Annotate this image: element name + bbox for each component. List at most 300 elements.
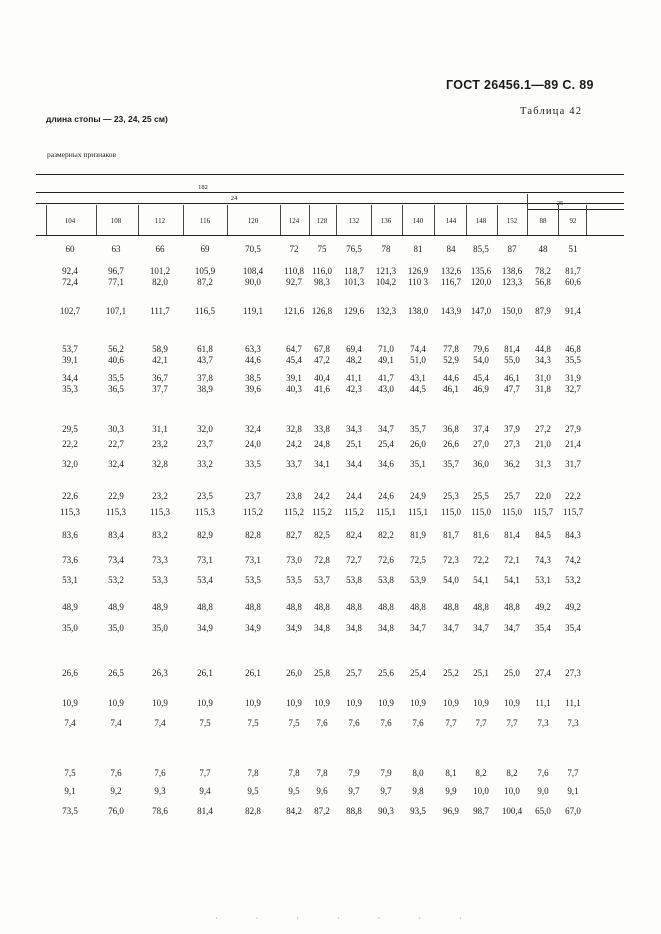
table-cell: 101,3 <box>343 277 365 287</box>
table-cell: 56,8 <box>535 277 551 287</box>
table-cell: 46,9 <box>473 384 489 394</box>
table-cell: 72,2 <box>473 555 489 565</box>
table-cell: 60 <box>65 244 75 254</box>
table-cell: 83,6 <box>62 530 78 540</box>
table-cell: 51 <box>568 244 578 254</box>
table-cell: 26,3 <box>152 668 168 678</box>
table-cell: 48,2 <box>346 355 362 365</box>
table-cell: 34,1 <box>314 459 330 469</box>
table-cell: 46,1 <box>443 384 459 394</box>
table-cell: 132,3 <box>375 306 397 316</box>
table-cell: 115,3 <box>106 507 126 517</box>
table-cell: 39,6 <box>245 384 261 394</box>
table-cell: 7,7 <box>567 768 579 778</box>
table-cell: 96,7 <box>108 266 124 276</box>
table-cell: 25,2 <box>443 668 459 678</box>
column-header: 116 <box>199 217 211 225</box>
table-cell: 34,8 <box>378 623 394 633</box>
table-cell: 37,9 <box>504 424 520 434</box>
table-cell: 39,1 <box>62 355 78 365</box>
table-cell: 27,9 <box>565 424 581 434</box>
table-cell: 69,4 <box>346 344 362 354</box>
table-cell: 43,7 <box>197 355 213 365</box>
table-cell: 7,9 <box>348 768 360 778</box>
table-cell: 7,4 <box>154 718 166 728</box>
table-cell: 37,8 <box>197 373 213 383</box>
table-cell: 115,0 <box>502 507 522 517</box>
table-cell: 84,2 <box>286 806 302 816</box>
table-cell: 88,8 <box>346 806 362 816</box>
table-cell: 87,2 <box>314 806 330 816</box>
table-cell: 34,8 <box>346 623 362 633</box>
table-cell: 121,6 <box>283 306 305 316</box>
table-cell: 81,7 <box>443 530 459 540</box>
table-cell: 9,7 <box>380 786 392 796</box>
table-cell: 7,4 <box>110 718 122 728</box>
table-cell: 10,9 <box>245 698 261 708</box>
table-cell: 53,4 <box>197 575 213 585</box>
table-cell: 47,7 <box>504 384 520 394</box>
table-cell: 10,9 <box>378 698 394 708</box>
table-cell: 72,8 <box>314 555 330 565</box>
table-cell: 67,0 <box>565 806 581 816</box>
table-cell: 35,5 <box>108 373 124 383</box>
table-cell: 92,7 <box>286 277 302 287</box>
table-cell: 116,5 <box>195 306 215 316</box>
table-cell: 23,7 <box>197 439 213 449</box>
table-cell: 48,8 <box>378 602 394 612</box>
table-cell: 72,3 <box>443 555 459 565</box>
table-cell: 115,3 <box>150 507 170 517</box>
table-cell: 8,2 <box>506 768 518 778</box>
table-cell: 43,0 <box>378 384 394 394</box>
table-cell: 72,4 <box>62 277 78 287</box>
table-cell: 7,5 <box>288 718 300 728</box>
table-cell: 61,8 <box>197 344 213 354</box>
table-cell: 115,3 <box>60 507 80 517</box>
table-cell: 9,1 <box>64 786 76 796</box>
table-cell: 42,1 <box>152 355 168 365</box>
table-cell: 34,7 <box>378 424 394 434</box>
column-group-caption: размерных признаков <box>47 150 117 159</box>
table-cell: 48,8 <box>473 602 489 612</box>
table-cell: 26,1 <box>245 668 261 678</box>
column-separator <box>183 205 184 235</box>
table-cell: 33,8 <box>314 424 330 434</box>
table-cell: 47,2 <box>314 355 330 365</box>
table-cell: 64,7 <box>286 344 302 354</box>
table-cell: 84,5 <box>535 530 551 540</box>
table-cell: 132,6 <box>440 266 462 276</box>
table-cell: 7,6 <box>348 718 360 728</box>
table-cell: 34,7 <box>473 623 489 633</box>
table-cell: 48,8 <box>346 602 362 612</box>
table-cell: 73,1 <box>197 555 213 565</box>
table-cell: 115,0 <box>441 507 461 517</box>
table-cell: 24,9 <box>410 491 426 501</box>
table-cell: 82,8 <box>245 530 261 540</box>
table-cell: 73,5 <box>62 806 78 816</box>
table-cell: 53,1 <box>535 575 551 585</box>
column-separator <box>336 205 337 235</box>
table-cell: 53,2 <box>565 575 581 585</box>
foot-25-label: 25 <box>556 200 564 207</box>
table-cell: 7,5 <box>64 768 76 778</box>
table-cell: 48,8 <box>443 602 459 612</box>
table-cell: 34,4 <box>62 373 78 383</box>
table-cell: 23,8 <box>286 491 302 501</box>
table-cell: 82,0 <box>152 277 168 287</box>
table-cell: 48,8 <box>410 602 426 612</box>
table-cell: 108,4 <box>242 266 264 276</box>
table-cell: 52,9 <box>443 355 459 365</box>
table-cell: 24,8 <box>314 439 330 449</box>
table-cell: 36,8 <box>443 424 459 434</box>
table-cell: 98,7 <box>473 806 489 816</box>
table-cell: 34,9 <box>197 623 213 633</box>
table-cell: 25,8 <box>314 668 330 678</box>
table-cell: 31,0 <box>535 373 551 383</box>
table-cell: 73,4 <box>108 555 124 565</box>
column-header: 144 <box>445 217 457 225</box>
table-cell: 24,2 <box>314 491 330 501</box>
table-cell: 34,7 <box>410 623 426 633</box>
table-cell: 110,8 <box>284 266 304 276</box>
table-cell: 31,9 <box>565 373 581 383</box>
column-separator <box>402 205 403 235</box>
table-cell: 40,3 <box>286 384 302 394</box>
table-cell: 7,6 <box>110 768 122 778</box>
table-cell: 44,5 <box>410 384 426 394</box>
table-cell: 73,1 <box>245 555 261 565</box>
table-cell: 36,2 <box>504 459 520 469</box>
table-cell: 22,6 <box>62 491 78 501</box>
table-cell: 53,1 <box>62 575 78 585</box>
table-cell: 81,4 <box>504 344 520 354</box>
table-cell: 79,6 <box>473 344 489 354</box>
table-cell: 53,8 <box>378 575 394 585</box>
table-cell: 74,2 <box>565 555 581 565</box>
table-cell: 27,4 <box>535 668 551 678</box>
table-cell: 10,9 <box>410 698 426 708</box>
table-cell: 66 <box>155 244 165 254</box>
column-separator <box>280 205 281 235</box>
table-cell: 36,5 <box>108 384 124 394</box>
table-cell: 32,8 <box>152 459 168 469</box>
table-cell: 143,9 <box>440 306 462 316</box>
table-cell: 126,9 <box>407 266 429 276</box>
table-cell: 65,0 <box>535 806 551 816</box>
table-cell: 92,4 <box>62 266 78 276</box>
column-separator <box>434 205 435 235</box>
table-cell: 10,9 <box>504 698 520 708</box>
table-cell: 7,4 <box>64 718 76 728</box>
table-cell: 73,3 <box>152 555 168 565</box>
standard-header: ГОСТ 26456.1—89 С. 89 <box>446 78 594 92</box>
table-cell: 10,9 <box>197 698 213 708</box>
table-cell: 10,9 <box>473 698 489 708</box>
foot-24-label: 24 <box>230 195 238 202</box>
table-cell: 9,0 <box>537 786 549 796</box>
table-cell: 53,5 <box>286 575 302 585</box>
table-cell: 85,5 <box>473 244 489 254</box>
table-cell: 54,0 <box>443 575 459 585</box>
table-cell: 76,5 <box>346 244 362 254</box>
table-cell: 72,5 <box>410 555 426 565</box>
table-cell: 26,0 <box>410 439 426 449</box>
table-cell: 138,0 <box>407 306 429 316</box>
table-cell: 9,3 <box>154 786 166 796</box>
table-cell: 48 <box>538 244 548 254</box>
table-cell: 46,1 <box>504 373 520 383</box>
table-cell: 9,1 <box>567 786 579 796</box>
column-header: 124 <box>288 217 300 225</box>
table-cell: 55,0 <box>504 355 520 365</box>
table-cell: 53,5 <box>245 575 261 585</box>
table-cell: 35,0 <box>62 623 78 633</box>
table-cell: 24,6 <box>378 491 394 501</box>
table-cell: 31,7 <box>565 459 581 469</box>
column-header: 112 <box>154 217 166 225</box>
table-cell: 7,3 <box>537 718 549 728</box>
table-cell: 25,4 <box>410 668 426 678</box>
table-cell: 91,4 <box>565 306 581 316</box>
table-cell: 10,9 <box>108 698 124 708</box>
table-cell: 49,1 <box>378 355 394 365</box>
table-cell: 45,4 <box>473 373 489 383</box>
table-cell: 31,3 <box>535 459 551 469</box>
table-cell: 10,9 <box>286 698 302 708</box>
table-cell: 135,6 <box>470 266 492 276</box>
table-cell: 46,8 <box>565 344 581 354</box>
table-cell: 22,9 <box>108 491 124 501</box>
column-header: 140 <box>412 217 424 225</box>
table-cell: 7,5 <box>199 718 211 728</box>
table-cell: 90,3 <box>378 806 394 816</box>
table-cell: 7,3 <box>567 718 579 728</box>
table-cell: 49,2 <box>535 602 551 612</box>
table-cell: 63,3 <box>245 344 261 354</box>
column-header: 136 <box>380 217 392 225</box>
column-separator <box>371 205 372 235</box>
table-cell: 81,6 <box>473 530 489 540</box>
table-cell: 138,6 <box>501 266 523 276</box>
table-cell: 72,6 <box>378 555 394 565</box>
table-cell: 67,8 <box>314 344 330 354</box>
column-header: 120 <box>247 217 259 225</box>
table-cell: 25,6 <box>378 668 394 678</box>
table-cell: 10,9 <box>152 698 168 708</box>
table-cell: 115,1 <box>376 507 396 517</box>
table-cell: 120,0 <box>470 277 492 287</box>
table-cell: 115,2 <box>284 507 304 517</box>
table-cell: 32,0 <box>197 424 213 434</box>
table-cell: 7,6 <box>154 768 166 778</box>
table-cell: 38,9 <box>197 384 213 394</box>
table-cell: 7,8 <box>288 768 300 778</box>
table-cell: 54,1 <box>473 575 489 585</box>
table-cell: 115,1 <box>408 507 428 517</box>
table-cell: 150,0 <box>501 306 523 316</box>
table-cell: 48,8 <box>286 602 302 612</box>
table-cell: 37,7 <box>152 384 168 394</box>
table-cell: 27,0 <box>473 439 489 449</box>
table-cell: 48,9 <box>152 602 168 612</box>
table-cell: 34,9 <box>286 623 302 633</box>
table-cell: 7,7 <box>199 768 211 778</box>
table-cell: 21,0 <box>535 439 551 449</box>
table-cell: 8,0 <box>412 768 424 778</box>
table-cell: 48,8 <box>197 602 213 612</box>
column-header: 128 <box>316 217 328 225</box>
table-cell: 48,8 <box>245 602 261 612</box>
table-cell: 105,9 <box>194 266 216 276</box>
table-cell: 10,9 <box>62 698 78 708</box>
table-cell: 104,2 <box>375 277 397 287</box>
table-cell: 82,7 <box>286 530 302 540</box>
table-cell: 70,5 <box>245 244 261 254</box>
table-cell: 9,5 <box>288 786 300 796</box>
table-cell: 118,7 <box>344 266 364 276</box>
table-cell: 42,3 <box>346 384 362 394</box>
table-cell: 84 <box>446 244 456 254</box>
table-cell: 101,2 <box>149 266 171 276</box>
table-cell: 27,3 <box>565 668 581 678</box>
table-cell: 44,6 <box>443 373 459 383</box>
column-separator <box>586 205 587 235</box>
table-cell: 34,6 <box>378 459 394 469</box>
table-cell: 31,8 <box>535 384 551 394</box>
table-cell: 77,8 <box>443 344 459 354</box>
table-cell: 34,8 <box>314 623 330 633</box>
table-cell: 25,7 <box>504 491 520 501</box>
table-cell: 26,1 <box>197 668 213 678</box>
table-cell: 41,1 <box>346 373 362 383</box>
table-cell: 11,1 <box>565 698 581 708</box>
table-cell: 7,5 <box>247 718 259 728</box>
table-cell: 7,6 <box>412 718 424 728</box>
table-cell: 53,7 <box>314 575 330 585</box>
table-cell: 40,6 <box>108 355 124 365</box>
table-cell: 7,6 <box>316 718 328 728</box>
column-header: 92 <box>569 217 577 225</box>
table-cell: 34,7 <box>443 623 459 633</box>
table-cell: 25,1 <box>346 439 362 449</box>
column-header: 148 <box>475 217 487 225</box>
table-cell: 74,3 <box>535 555 551 565</box>
table-cell: 34,7 <box>504 623 520 633</box>
table-cell: 32,0 <box>62 459 78 469</box>
table-cell: 81,4 <box>197 806 213 816</box>
table-cell: 78,6 <box>152 806 168 816</box>
table-cell: 71,0 <box>378 344 394 354</box>
table-cell: 32,4 <box>245 424 261 434</box>
table-label: Таблица 42 <box>520 106 583 117</box>
table-cell: 10,9 <box>346 698 362 708</box>
table-cell: 26,0 <box>286 668 302 678</box>
table-cell: 8,2 <box>475 768 487 778</box>
table-cell: 26,5 <box>108 668 124 678</box>
table-cell: 48,9 <box>62 602 78 612</box>
table-cell: 34,3 <box>346 424 362 434</box>
table-cell: 45,4 <box>286 355 302 365</box>
table-cell: 39,1 <box>286 373 302 383</box>
table-cell: 9,6 <box>316 786 328 796</box>
table-cell: 100,4 <box>501 806 523 816</box>
header-rule-2 <box>36 203 624 204</box>
table-cell: 21,4 <box>565 439 581 449</box>
table-cell: 53,3 <box>152 575 168 585</box>
table-cell: 35,0 <box>108 623 124 633</box>
header-rule-bottom <box>36 235 624 236</box>
table-cell: 81,4 <box>504 530 520 540</box>
header-rule-top <box>36 174 624 175</box>
table-cell: 7,9 <box>380 768 392 778</box>
table-cell: 23,2 <box>152 491 168 501</box>
table-cell: 76,0 <box>108 806 124 816</box>
table-cell: 37,4 <box>473 424 489 434</box>
table-cell: 10,9 <box>443 698 459 708</box>
table-cell: 44,8 <box>535 344 551 354</box>
table-cell: 41,7 <box>378 373 394 383</box>
table-cell: 115,7 <box>563 507 583 517</box>
table-cell: 93,5 <box>410 806 426 816</box>
table-cell: 54,0 <box>473 355 489 365</box>
table-cell: 22,2 <box>565 491 581 501</box>
table-cell: 24,0 <box>245 439 261 449</box>
table-cell: 116,7 <box>441 277 461 287</box>
column-separator <box>527 194 528 235</box>
table-cell: 34,3 <box>535 355 551 365</box>
table-cell: 60,6 <box>565 277 581 287</box>
column-separator <box>466 205 467 235</box>
column-separator <box>309 205 310 235</box>
table-cell: 35,0 <box>152 623 168 633</box>
table-cell: 115,0 <box>471 507 491 517</box>
table-cell: 73,0 <box>286 555 302 565</box>
column-header: 152 <box>506 217 518 225</box>
table-cell: 33,5 <box>245 459 261 469</box>
table-cell: 27,2 <box>535 424 551 434</box>
table-cell: 87,2 <box>197 277 213 287</box>
table-cell: 7,6 <box>380 718 392 728</box>
table-cell: 102,7 <box>59 306 81 316</box>
table-cell: 35,4 <box>565 623 581 633</box>
table-cell: 32,7 <box>565 384 581 394</box>
table-cell: 81,7 <box>565 266 581 276</box>
table-cell: 69 <box>200 244 210 254</box>
column-separator <box>497 205 498 235</box>
table-cell: 56,2 <box>108 344 124 354</box>
table-cell: 36,0 <box>473 459 489 469</box>
table-cell: 72,1 <box>504 555 520 565</box>
table-cell: 81 <box>413 244 423 254</box>
table-cell: 87,9 <box>535 306 551 316</box>
table-cell: 121,3 <box>375 266 397 276</box>
table-cell: 75 <box>317 244 327 254</box>
header-rule-1 <box>36 192 624 193</box>
table-cell: 25,4 <box>378 439 394 449</box>
table-cell: 82,4 <box>346 530 362 540</box>
column-separator <box>96 205 97 235</box>
table-cell: 115,7 <box>533 507 553 517</box>
table-cell: 26,6 <box>62 668 78 678</box>
table-cell: 123,3 <box>501 277 523 287</box>
table-cell: 54,1 <box>504 575 520 585</box>
table-cell: 25,1 <box>473 668 489 678</box>
table-cell: 63 <box>111 244 121 254</box>
table-cell: 38,5 <box>245 373 261 383</box>
